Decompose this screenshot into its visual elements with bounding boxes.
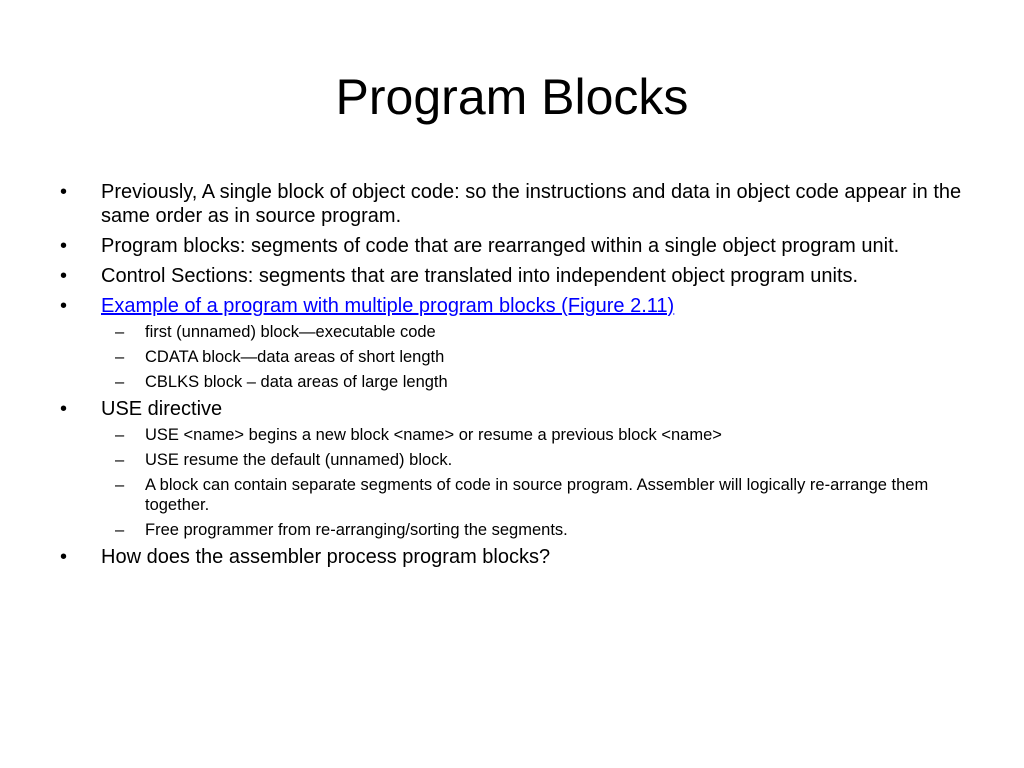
- sub-bullet-text: USE resume the default (unnamed) block.: [145, 451, 453, 469]
- sub-bullet-text: A block can contain separate segments of code in source program. Assembler will logically re-arrange them together.: [145, 476, 929, 514]
- bullet-icon: •: [60, 235, 68, 257]
- bullet-item: [55, 264, 965, 288]
- dash-icon: –: [115, 451, 125, 469]
- sub-bullet-item: [55, 520, 965, 540]
- bullet-text: Program blocks: segments of code that are rearranged within a single object program unit.: [101, 235, 900, 257]
- slide-content: [55, 180, 965, 575]
- sub-bullet-text: CDATA block—data areas of short length: [145, 348, 445, 366]
- sub-bullet-item: [55, 347, 965, 367]
- bullet-icon: •: [60, 398, 68, 420]
- sub-bullet-text: USE <name> begins a new block <name> or resume a previous block <name>: [145, 426, 722, 444]
- bullet-item: [55, 545, 965, 569]
- dash-icon: –: [115, 348, 125, 366]
- sub-bullet-item: [55, 450, 965, 470]
- bullet-item: [55, 294, 965, 318]
- figure-link[interactable]: Example of a program with multiple program blocks (Figure 2.11): [101, 295, 675, 317]
- sub-bullet-item: [55, 475, 965, 515]
- dash-icon: –: [115, 426, 125, 444]
- sub-bullet-item: [55, 425, 965, 445]
- dash-icon: –: [115, 476, 125, 494]
- bullet-text: Previously, A single block of object code: so the instructions and data in object code appear in the same order as in source program.: [101, 181, 962, 227]
- dash-icon: –: [115, 521, 125, 539]
- sub-list: [55, 425, 965, 540]
- dash-icon: –: [115, 373, 125, 391]
- sub-bullet-text: CBLKS block – data areas of large length: [145, 373, 448, 391]
- bullet-icon: •: [60, 295, 68, 317]
- sub-bullet-text: Free programmer from re-arranging/sorting the segments.: [145, 521, 568, 539]
- bullet-text: How does the assembler process program blocks?: [101, 546, 551, 568]
- sub-list: [55, 322, 965, 392]
- bullet-item: [55, 234, 965, 258]
- sub-bullet-item: [55, 372, 965, 392]
- sub-bullet-item: [55, 322, 965, 342]
- bullet-icon: •: [60, 181, 68, 203]
- sub-bullet-text: first (unnamed) block—executable code: [145, 323, 436, 341]
- dash-icon: –: [115, 323, 125, 341]
- bullet-icon: •: [60, 546, 68, 568]
- bullet-icon: •: [60, 265, 68, 287]
- bullet-text: Control Sections: segments that are translated into independent object program units.: [101, 265, 859, 287]
- slide-title: Program Blocks: [335, 69, 689, 125]
- bullet-item: [55, 397, 965, 421]
- bullet-text: USE directive: [101, 398, 223, 420]
- bullet-item: [55, 180, 965, 228]
